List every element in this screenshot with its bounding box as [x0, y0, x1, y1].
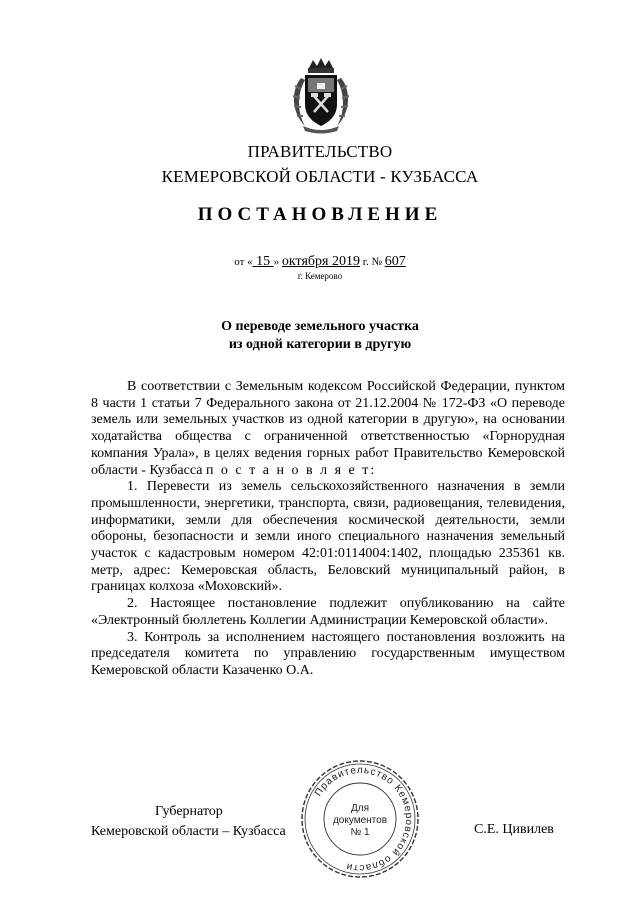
date-mid: »: [273, 256, 282, 268]
official-stamp: [298, 757, 422, 881]
stamp-center-line1: Для: [350, 803, 370, 814]
decree-number: 607: [384, 254, 406, 269]
item-2: 2. Настоящее постановление подлежит опубликованию на сайте «Электронный бюллетень Коллегии Администрации Кемеровской области».: [91, 596, 565, 628]
city-label: г. Кемерово: [297, 271, 343, 281]
signatory-name: С.Е. Цивилев: [474, 822, 554, 837]
date-day: 15: [252, 254, 274, 269]
subject-line2: из одной категории в другую: [228, 337, 412, 352]
intro-text: В соответствии с Земельным кодексом Российской Федерации, пунктом 8 части 1 статьи 7 Федерального закона от 21.12.2004 № 172-ФЗ «О переводе земель или земельных участков из одной категории в другую», на основании ходатайства общества с ограниченной ответственностью «Горнорудная компания Урала», в целях ведения горных работ Правительство Кемеровской области - Кузбасса: [91, 379, 565, 478]
decree-word: п о с т а н о в л я е т:: [205, 462, 377, 478]
stamp-center-line3: № 1: [350, 827, 370, 838]
date-month-year: октября 2019: [281, 254, 360, 269]
stamp-ring-text: Правительство Кемеровской области: [312, 764, 415, 874]
signatory-region: Кемеровской области – Кузбасса: [91, 824, 286, 839]
document-type-title: ПОСТАНОВЛЕНИЕ: [197, 204, 443, 225]
stamp-center-line2: документов: [332, 815, 388, 826]
decree-subject: [0, 318, 640, 354]
government-name-line1: ПРАВИТЕЛЬСТВО: [247, 142, 393, 161]
decree-body: [91, 379, 565, 680]
intro-paragraph: [91, 379, 565, 479]
decree-date-number: [0, 254, 640, 270]
item-3: 3. Контроль за исполнением настоящего постановления возложить на председателя комитета по управлению государственным имуществом Кемеровской области Казаченко О.А.: [91, 629, 565, 678]
signatory-title: [91, 802, 286, 842]
government-name-line2: КЕМЕРОВСКОЙ ОБЛАСТИ - КУЗБАССА: [161, 167, 479, 186]
date-prefix: от «: [234, 256, 253, 268]
coat-of-arms-icon: [287, 56, 355, 134]
signatory-position: Губернатор: [155, 804, 223, 819]
subject-line1: О переводе земельного участка: [221, 319, 419, 334]
date-suffix: г. №: [359, 256, 385, 268]
item-1: 1. Перевести из земель сельскохозяйственного назначения в земли промышленности, энергетики, транспорта, связи, радиовещания, телевидения, информатики, земли для обеспечения космической деятельности, земли обороны, безопасности и земли иного специального назначения земельный участок с кадастровым номером 42:01:0114004:1402, площадью 235361 кв. метр, адрес: Кемеровская область, Беловский муниципальный район, в границах колхоза «Моховский».: [91, 479, 565, 595]
